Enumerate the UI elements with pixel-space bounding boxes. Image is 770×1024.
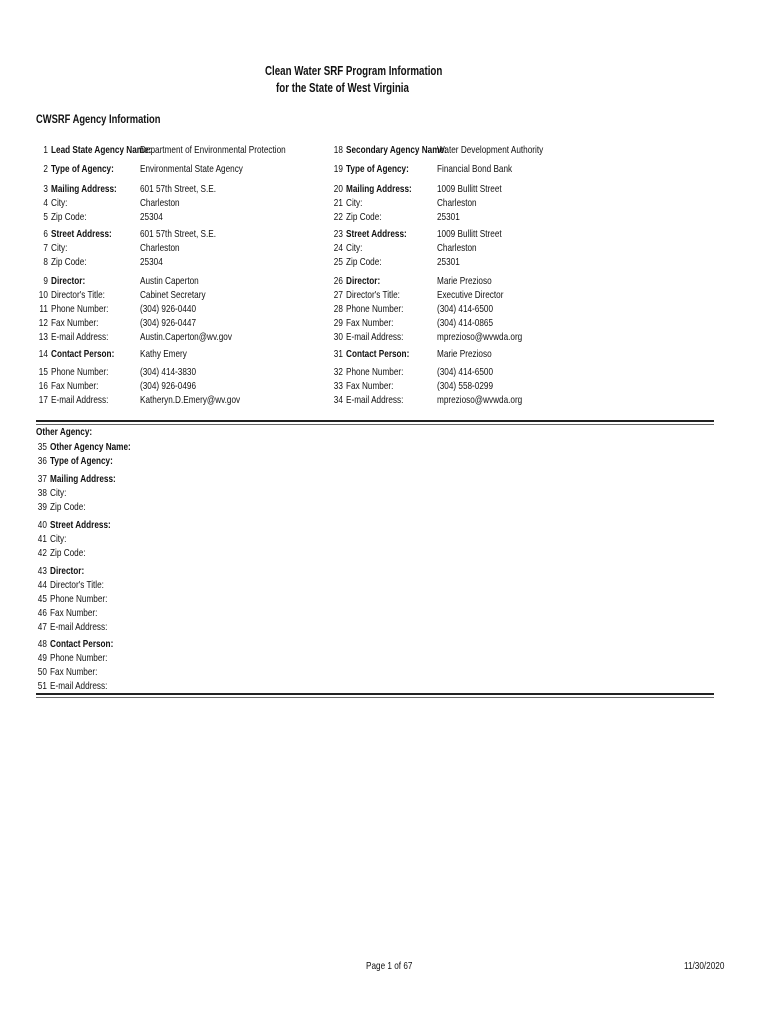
field-number: 12 <box>38 317 48 329</box>
field-number: 4 <box>43 197 48 209</box>
field-row <box>36 579 104 593</box>
field-label: Mailing Address: <box>50 473 116 485</box>
field-number: 40 <box>37 519 47 531</box>
field-value: mprezioso@wvwda.org <box>437 331 523 343</box>
field-row <box>37 256 87 270</box>
field-row <box>37 144 151 158</box>
field-row <box>36 533 66 547</box>
field-row <box>36 607 97 621</box>
field-value: Austin.Caperton@wv.gov <box>140 331 232 343</box>
field-number: 42 <box>37 547 47 559</box>
field-row <box>37 289 105 303</box>
field-value: (304) 558-0299 <box>437 380 494 392</box>
field-number: 14 <box>38 348 48 360</box>
field-value: Austin Caperton <box>140 275 199 287</box>
field-row <box>37 197 67 211</box>
field-row <box>37 242 67 256</box>
field-value: (304) 414-3830 <box>140 366 197 378</box>
field-row <box>332 242 362 256</box>
field-label: Contact Person: <box>50 638 114 650</box>
field-row <box>37 394 108 408</box>
field-label: Phone Number: <box>50 593 108 605</box>
field-number: 21 <box>333 197 343 209</box>
field-number: 3 <box>43 183 48 195</box>
field-label: E-mail Address: <box>50 680 108 692</box>
field-value: Financial Bond Bank <box>437 163 513 175</box>
field-value: Charleston <box>140 242 180 254</box>
field-row <box>332 275 380 289</box>
field-label: Zip Code: <box>50 501 86 513</box>
field-row <box>36 652 107 666</box>
other-agency-heading: Other Agency: <box>36 426 93 438</box>
field-label: Fax Number: <box>51 317 99 329</box>
page-subtitle: for the State of West Virginia <box>276 81 409 95</box>
field-row <box>36 565 84 579</box>
field-number: 44 <box>37 579 47 591</box>
field-row <box>332 163 409 177</box>
field-number: 24 <box>333 242 343 254</box>
field-row <box>37 228 112 242</box>
field-row <box>37 331 108 345</box>
field-row <box>332 348 409 362</box>
field-label: Contact Person: <box>51 348 115 360</box>
field-number: 35 <box>37 441 47 453</box>
field-value: Water Development Authority <box>437 144 544 156</box>
field-number: 13 <box>38 331 48 343</box>
page-title: Clean Water SRF Program Information <box>265 64 443 78</box>
field-value: mprezioso@wvwda.org <box>437 394 523 406</box>
field-number: 19 <box>333 163 343 175</box>
field-label: Phone Number: <box>50 652 108 664</box>
field-number: 15 <box>38 366 48 378</box>
field-row <box>37 303 108 317</box>
field-row <box>37 366 108 380</box>
field-row <box>36 455 113 469</box>
field-value: Marie Prezioso <box>437 348 492 360</box>
field-label: City: <box>51 242 68 254</box>
field-value: (304) 414-0865 <box>437 317 494 329</box>
field-row <box>332 228 407 242</box>
field-row <box>332 197 362 211</box>
field-row <box>36 501 86 515</box>
field-row <box>37 211 87 225</box>
bottom-divider-thin <box>36 697 714 698</box>
field-number: 10 <box>38 289 48 301</box>
field-label: Fax Number: <box>50 607 98 619</box>
field-label: Street Address: <box>50 519 111 531</box>
field-label: E-mail Address: <box>346 331 404 343</box>
field-value: 1009 Bullitt Street <box>437 183 502 195</box>
field-number: 37 <box>37 473 47 485</box>
field-row <box>36 473 116 487</box>
field-label: Contact Person: <box>346 348 410 360</box>
field-label: Fax Number: <box>346 380 394 392</box>
field-value: Charleston <box>437 242 477 254</box>
field-value: Environmental State Agency <box>140 163 243 175</box>
field-number: 30 <box>333 331 343 343</box>
field-number: 7 <box>43 242 48 254</box>
field-label: E-mail Address: <box>346 394 404 406</box>
field-number: 47 <box>37 621 47 633</box>
field-value: (304) 414-6500 <box>437 366 494 378</box>
field-number: 20 <box>333 183 343 195</box>
field-row <box>332 331 403 345</box>
field-label: Director's Title: <box>50 579 104 591</box>
field-row <box>36 519 111 533</box>
field-label: E-mail Address: <box>51 331 109 343</box>
report-date: 11/30/2020 <box>684 960 725 972</box>
field-row <box>332 289 400 303</box>
field-number: 25 <box>333 256 343 268</box>
field-number: 33 <box>333 380 343 392</box>
field-value: 1009 Bullitt Street <box>437 228 502 240</box>
field-label: Director's Title: <box>346 289 400 301</box>
section-heading: CWSRF Agency Information <box>36 112 161 126</box>
field-label: Secondary Agency Name: <box>346 144 447 156</box>
field-label: Phone Number: <box>346 366 404 378</box>
field-row <box>36 621 107 635</box>
field-value: Department of Environmental Protection <box>140 144 286 156</box>
field-row <box>36 487 66 501</box>
field-number: 48 <box>37 638 47 650</box>
field-label: Type of Agency: <box>346 163 409 175</box>
field-label: City: <box>50 487 67 499</box>
field-row <box>332 183 412 197</box>
field-number: 36 <box>37 455 47 467</box>
field-number: 43 <box>37 565 47 577</box>
field-label: E-mail Address: <box>51 394 109 406</box>
field-number: 17 <box>38 394 48 406</box>
field-number: 51 <box>37 680 47 692</box>
field-number: 49 <box>37 652 47 664</box>
field-value: 601 57th Street, S.E. <box>140 228 217 240</box>
page-number: Page 1 of 67 <box>366 960 413 972</box>
field-number: 1 <box>43 144 48 156</box>
field-label: Type of Agency: <box>50 455 113 467</box>
field-label: Phone Number: <box>51 303 109 315</box>
field-number: 8 <box>43 256 48 268</box>
field-number: 38 <box>37 487 47 499</box>
field-label: Zip Code: <box>51 256 87 268</box>
field-number: 26 <box>333 275 343 287</box>
field-number: 27 <box>333 289 343 301</box>
field-value: Charleston <box>437 197 477 209</box>
field-row <box>332 303 403 317</box>
field-label: Zip Code: <box>51 211 87 223</box>
field-value: Katheryn.D.Emery@wv.gov <box>140 394 241 406</box>
field-row <box>36 680 107 694</box>
field-number: 22 <box>333 211 343 223</box>
field-label: E-mail Address: <box>50 621 108 633</box>
field-row <box>332 366 403 380</box>
field-value: 25304 <box>140 211 163 223</box>
field-number: 39 <box>37 501 47 513</box>
field-value: 25301 <box>437 211 460 223</box>
field-number: 5 <box>43 211 48 223</box>
field-number: 11 <box>39 303 48 315</box>
field-label: Director: <box>51 275 86 287</box>
field-value: (304) 414-6500 <box>437 303 494 315</box>
field-label: City: <box>50 533 67 545</box>
field-row <box>37 183 117 197</box>
field-label: Fax Number: <box>50 666 98 678</box>
field-number: 23 <box>333 228 343 240</box>
field-row <box>332 380 393 394</box>
field-value: Cabinet Secretary <box>140 289 206 301</box>
field-number: 29 <box>333 317 343 329</box>
field-row <box>36 666 97 680</box>
field-label: Street Address: <box>51 228 112 240</box>
field-value: 601 57th Street, S.E. <box>140 183 217 195</box>
section-divider <box>36 420 714 422</box>
field-number: 32 <box>333 366 343 378</box>
field-row <box>37 380 98 394</box>
field-label: City: <box>51 197 68 209</box>
field-row <box>332 317 393 331</box>
field-value: (304) 926-0440 <box>140 303 197 315</box>
field-label: Other Agency Name: <box>50 441 131 453</box>
field-row <box>332 211 382 225</box>
field-number: 28 <box>333 303 343 315</box>
field-label: Fax Number: <box>51 380 99 392</box>
field-number: 50 <box>37 666 47 678</box>
field-label: Director's Title: <box>51 289 105 301</box>
field-label: Phone Number: <box>51 366 109 378</box>
field-label: Phone Number: <box>346 303 404 315</box>
field-value: Kathy Emery <box>140 348 187 360</box>
field-number: 41 <box>37 533 47 545</box>
field-label: Lead State Agency Name: <box>51 144 152 156</box>
field-value: Charleston <box>140 197 180 209</box>
field-number: 6 <box>43 228 48 240</box>
field-label: Director: <box>50 565 85 577</box>
field-label: City: <box>346 242 363 254</box>
field-row <box>36 593 107 607</box>
field-label: Zip Code: <box>346 256 382 268</box>
field-row <box>36 547 86 561</box>
field-number: 9 <box>43 275 48 287</box>
field-row <box>332 394 403 408</box>
field-row <box>37 275 85 289</box>
field-number: 18 <box>333 144 343 156</box>
section-divider-thin <box>36 424 714 425</box>
field-number: 34 <box>333 394 343 406</box>
field-label: Director: <box>346 275 381 287</box>
field-number: 45 <box>37 593 47 605</box>
field-number: 31 <box>333 348 343 360</box>
field-label: Mailing Address: <box>51 183 117 195</box>
field-row <box>36 441 131 455</box>
field-label: Mailing Address: <box>346 183 412 195</box>
field-number: 2 <box>43 163 48 175</box>
field-row <box>37 317 98 331</box>
field-value: Marie Prezioso <box>437 275 492 287</box>
field-label: Zip Code: <box>346 211 382 223</box>
bottom-divider <box>36 693 714 695</box>
field-label: Zip Code: <box>50 547 86 559</box>
field-label: Street Address: <box>346 228 407 240</box>
field-value: 25301 <box>437 256 460 268</box>
field-value: Executive Director <box>437 289 504 301</box>
field-number: 46 <box>37 607 47 619</box>
field-value: 25304 <box>140 256 163 268</box>
field-row <box>37 163 114 177</box>
field-row <box>332 256 382 270</box>
field-row <box>332 144 447 158</box>
field-label: City: <box>346 197 363 209</box>
field-label: Fax Number: <box>346 317 394 329</box>
field-row <box>36 638 113 652</box>
field-value: (304) 926-0447 <box>140 317 197 329</box>
field-number: 16 <box>38 380 48 392</box>
field-label: Type of Agency: <box>51 163 114 175</box>
field-value: (304) 926-0496 <box>140 380 197 392</box>
field-row <box>37 348 114 362</box>
